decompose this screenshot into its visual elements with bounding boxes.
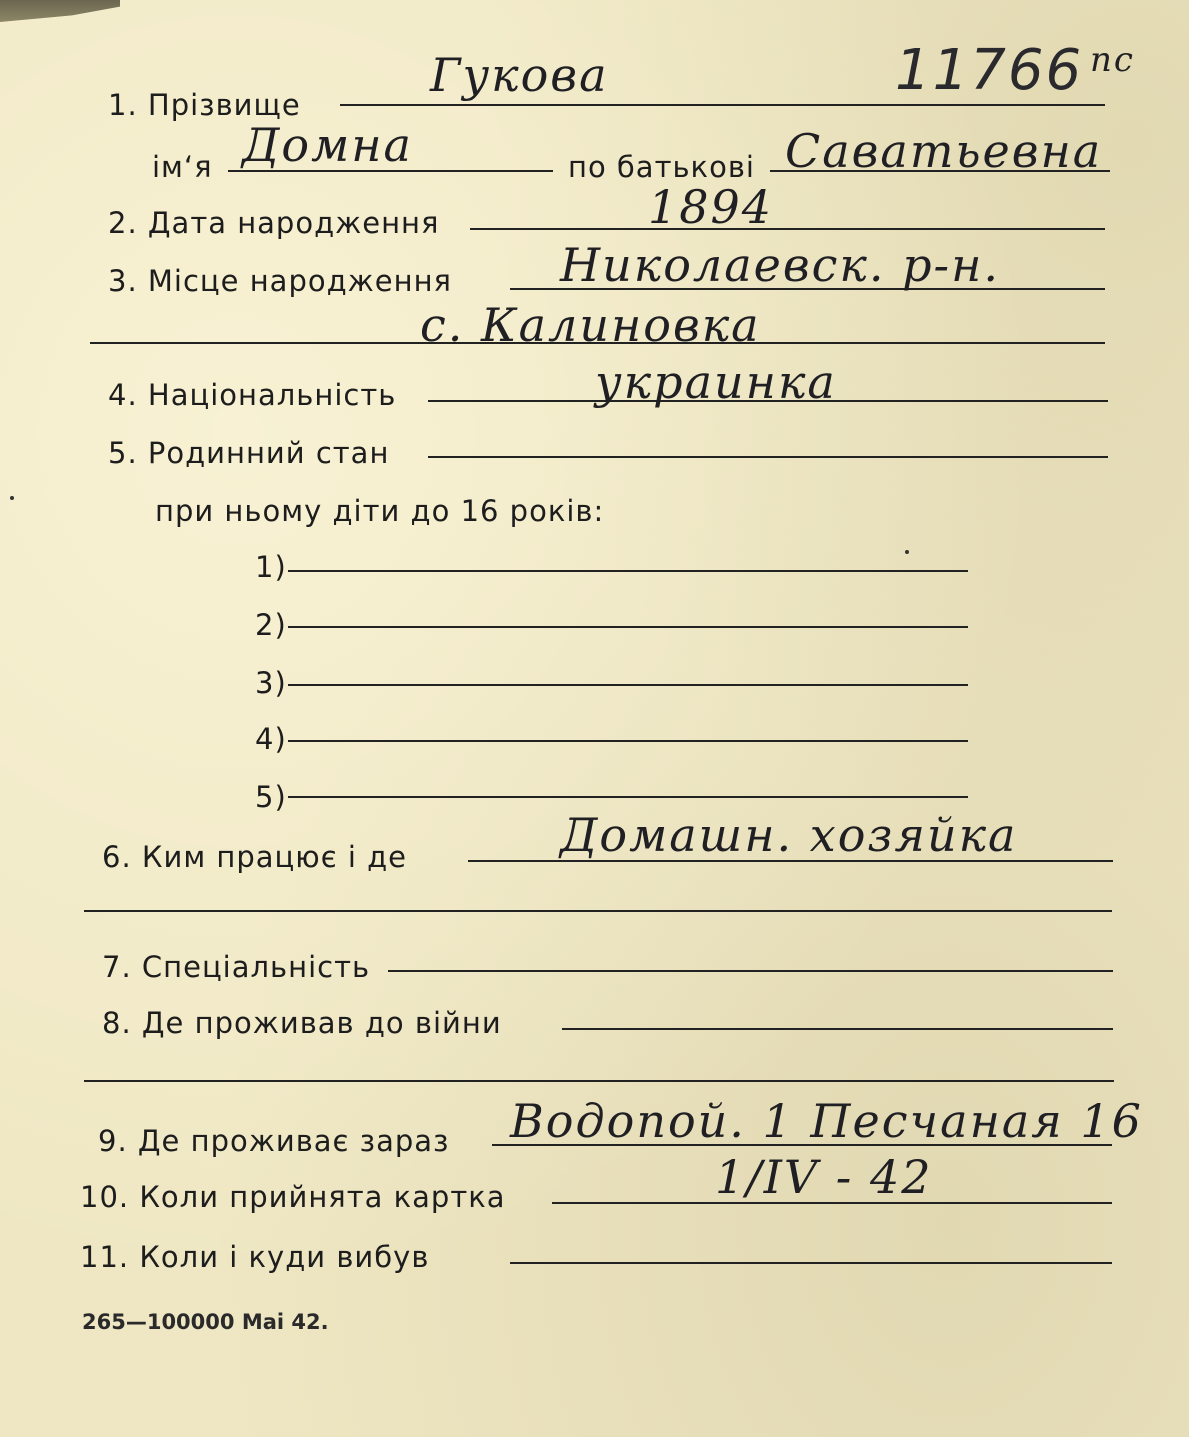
departure-line bbox=[510, 1262, 1112, 1264]
card-number: 11766 bbox=[895, 38, 1084, 103]
child-4-label: 4) bbox=[255, 722, 287, 756]
child-3-line bbox=[288, 684, 968, 686]
child-5-line bbox=[288, 796, 968, 798]
ink-speck bbox=[10, 496, 14, 500]
card-accepted-label: 10. Коли прийнята картка bbox=[80, 1180, 506, 1214]
occupation-line-2 bbox=[84, 910, 1112, 912]
child-2-label: 2) bbox=[255, 608, 287, 642]
current-residence-label: 9. Де проживає зараз bbox=[98, 1124, 450, 1158]
child-3-label: 3) bbox=[255, 666, 287, 700]
birth-place-value: Николаевск. р-н. bbox=[560, 238, 1001, 292]
children-label: при ньому діти до 16 років: bbox=[155, 494, 605, 528]
prewar-residence-label: 8. Де проживав до війни bbox=[102, 1006, 502, 1040]
nationality-label: 4. Національність bbox=[108, 378, 397, 412]
child-4-line bbox=[288, 740, 968, 742]
birth-place-label: 3. Місце народження bbox=[108, 264, 452, 298]
departure-label: 11. Коли і куди вибув bbox=[80, 1240, 430, 1274]
surname-line bbox=[340, 104, 1105, 106]
prewar-residence-line-2 bbox=[84, 1080, 1114, 1082]
birth-date-label: 2. Дата народження bbox=[108, 206, 440, 240]
nationality-value: украинка bbox=[595, 355, 837, 409]
marital-status-label: 5. Родинний стан bbox=[108, 436, 390, 470]
marital-status-line bbox=[428, 456, 1108, 458]
patronymic-label: по батькові bbox=[568, 150, 755, 184]
birth-place-value-2: с. Калиновка bbox=[420, 298, 761, 352]
specialty-line bbox=[388, 970, 1113, 972]
birth-date-line bbox=[470, 228, 1105, 230]
occupation-label: 6. Ким працює і де bbox=[102, 840, 408, 874]
child-1-line bbox=[288, 570, 968, 572]
card-accepted-value: 1/IV - 42 bbox=[715, 1150, 933, 1204]
surname-label: 1. Прізвище bbox=[108, 88, 301, 122]
prewar-residence-line bbox=[562, 1028, 1113, 1030]
first-name-value: Домна bbox=[242, 118, 413, 172]
child-1-label: 1) bbox=[255, 550, 287, 584]
torn-corner bbox=[0, 0, 120, 22]
child-2-line bbox=[288, 626, 968, 628]
current-residence-value: Водопой. 1 Песчаная 16 bbox=[510, 1094, 1143, 1148]
surname-value: Гукова bbox=[430, 48, 609, 102]
occupation-value: Домашн. хозяйка bbox=[560, 808, 1018, 862]
child-5-label: 5) bbox=[255, 780, 287, 814]
card-number-suffix: пс bbox=[1090, 40, 1135, 80]
print-mark: 265—100000 Маі 42. bbox=[82, 1310, 329, 1334]
specialty-label: 7. Спеціальність bbox=[102, 950, 371, 984]
first-name-label: ім‘я bbox=[152, 150, 213, 184]
birth-date-value: 1894 bbox=[648, 180, 774, 234]
ink-speck bbox=[905, 550, 909, 554]
patronymic-value: Саватьевна bbox=[785, 124, 1103, 178]
